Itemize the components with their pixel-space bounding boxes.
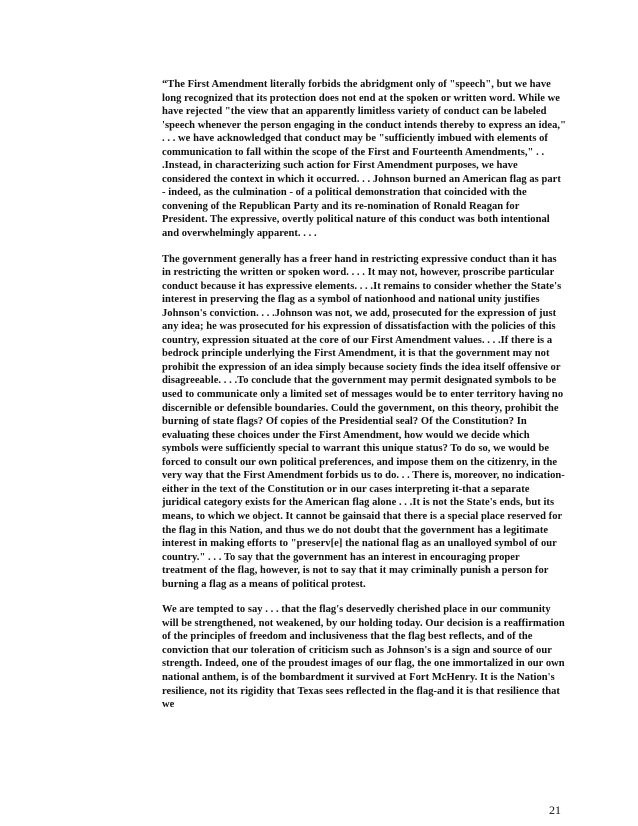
paragraph-government-restriction: The government generally has a freer hand in restricting expressive conduct than it has in restricting the written or spoken word. . . . It may not, however, proscribe particular conduct because it has expressive elements. . . .It remains to consider whether the State's interest in preserving the flag as a symbol of nationhood and national unity justifies Johnson's conviction. . . .Johnson was not, we add, prosecuted for the expression of just any idea; he was prosecuted for his expression of dissatisfaction with the policies of this country, expression situated at the core of our First Amendment values. . . .If there is a bedrock principle underlying the First Amendment, it is that the government may not prohibit the expression of an idea simply because society finds the idea itself offensive or disagreeable. . . .To conclude that the government may permit designated symbols to be used to communicate only a limited set of messages would be to enter territory having no discernible or defensible boundaries. Could the government, on this theory, prohibit the burning of state flags? Of copies of the Presidential seal? Of the Constitution? In evaluating these choices under the First Amendment, how would we decide which symbols were sufficiently special to warrant this unique status? To do so, we would be forced to consult our own political preferences, and impose them on the citizenry, in the very way that the First Amendment forbids us to do. . . There is, moreover, no indication-either in the text of the Constitution or in our cases interpreting it-that a separate juridical category exists for the American flag alone . . .It is not the State's ends, but its means, to which we object. It cannot be gainsaid that there is a special place reserved for the flag in this Nation, and thus we do not doubt that the government has a legitimate interest in making efforts to "preserv[e] the national flag as an unalloyed symbol of our country." . . . To say that the government has an interest in encouraging proper treatment of the flag, however, is not to say that it may criminally punish a person for burning a flag as a means of political protest. xyxy=(162,253,565,590)
page-number: 21 xyxy=(549,803,561,817)
paragraph-opinion-quote: “The First Amendment literally forbids the abridgment only of "speech", but we have long recognized that its protection does not end at the spoken or written word. While we have rejected "the view that an apparently limitless variety of conduct can be labeled 'speech whenever the person engaging in the conduct intends thereby to express an idea," . . . we have acknowledged that conduct may be "sufficiently imbued with elements of communication to fall within the scope of the First and Fourteenth Amendments," . . .Instead, in characterizing such action for First Amendment purposes, we have considered the context in which it occurred. . . Johnson burned an American flag as part - indeed, as the culmination - of a political demonstration that coincided with the convening of the Republican Party and its re-nomination of Ronald Reagan for President. The expressive, overtly political nature of this conduct was both intentional and overwhelmingly apparent. . . . xyxy=(162,79,566,240)
body-text xyxy=(162,78,566,712)
paragraph-flag-resilience: We are tempted to say . . . that the flag's deservedly cherished place in our community will be strengthened, not weakened, by our holding today. Our decision is a reaffirmation of the principles of freedom and inclusiveness that the flag best reflects, and of the conviction that our toleration of criticism such as Johnson's is a sign and source of our strength. Indeed, one of the proudest images of our flag, the one immortalized in our own national anthem, is of the bombardment it survived at Fort McHenry. It is the Nation's resilience, not its rigidity that Texas sees reflected in the flag-and it is that resilience that we xyxy=(162,604,565,711)
